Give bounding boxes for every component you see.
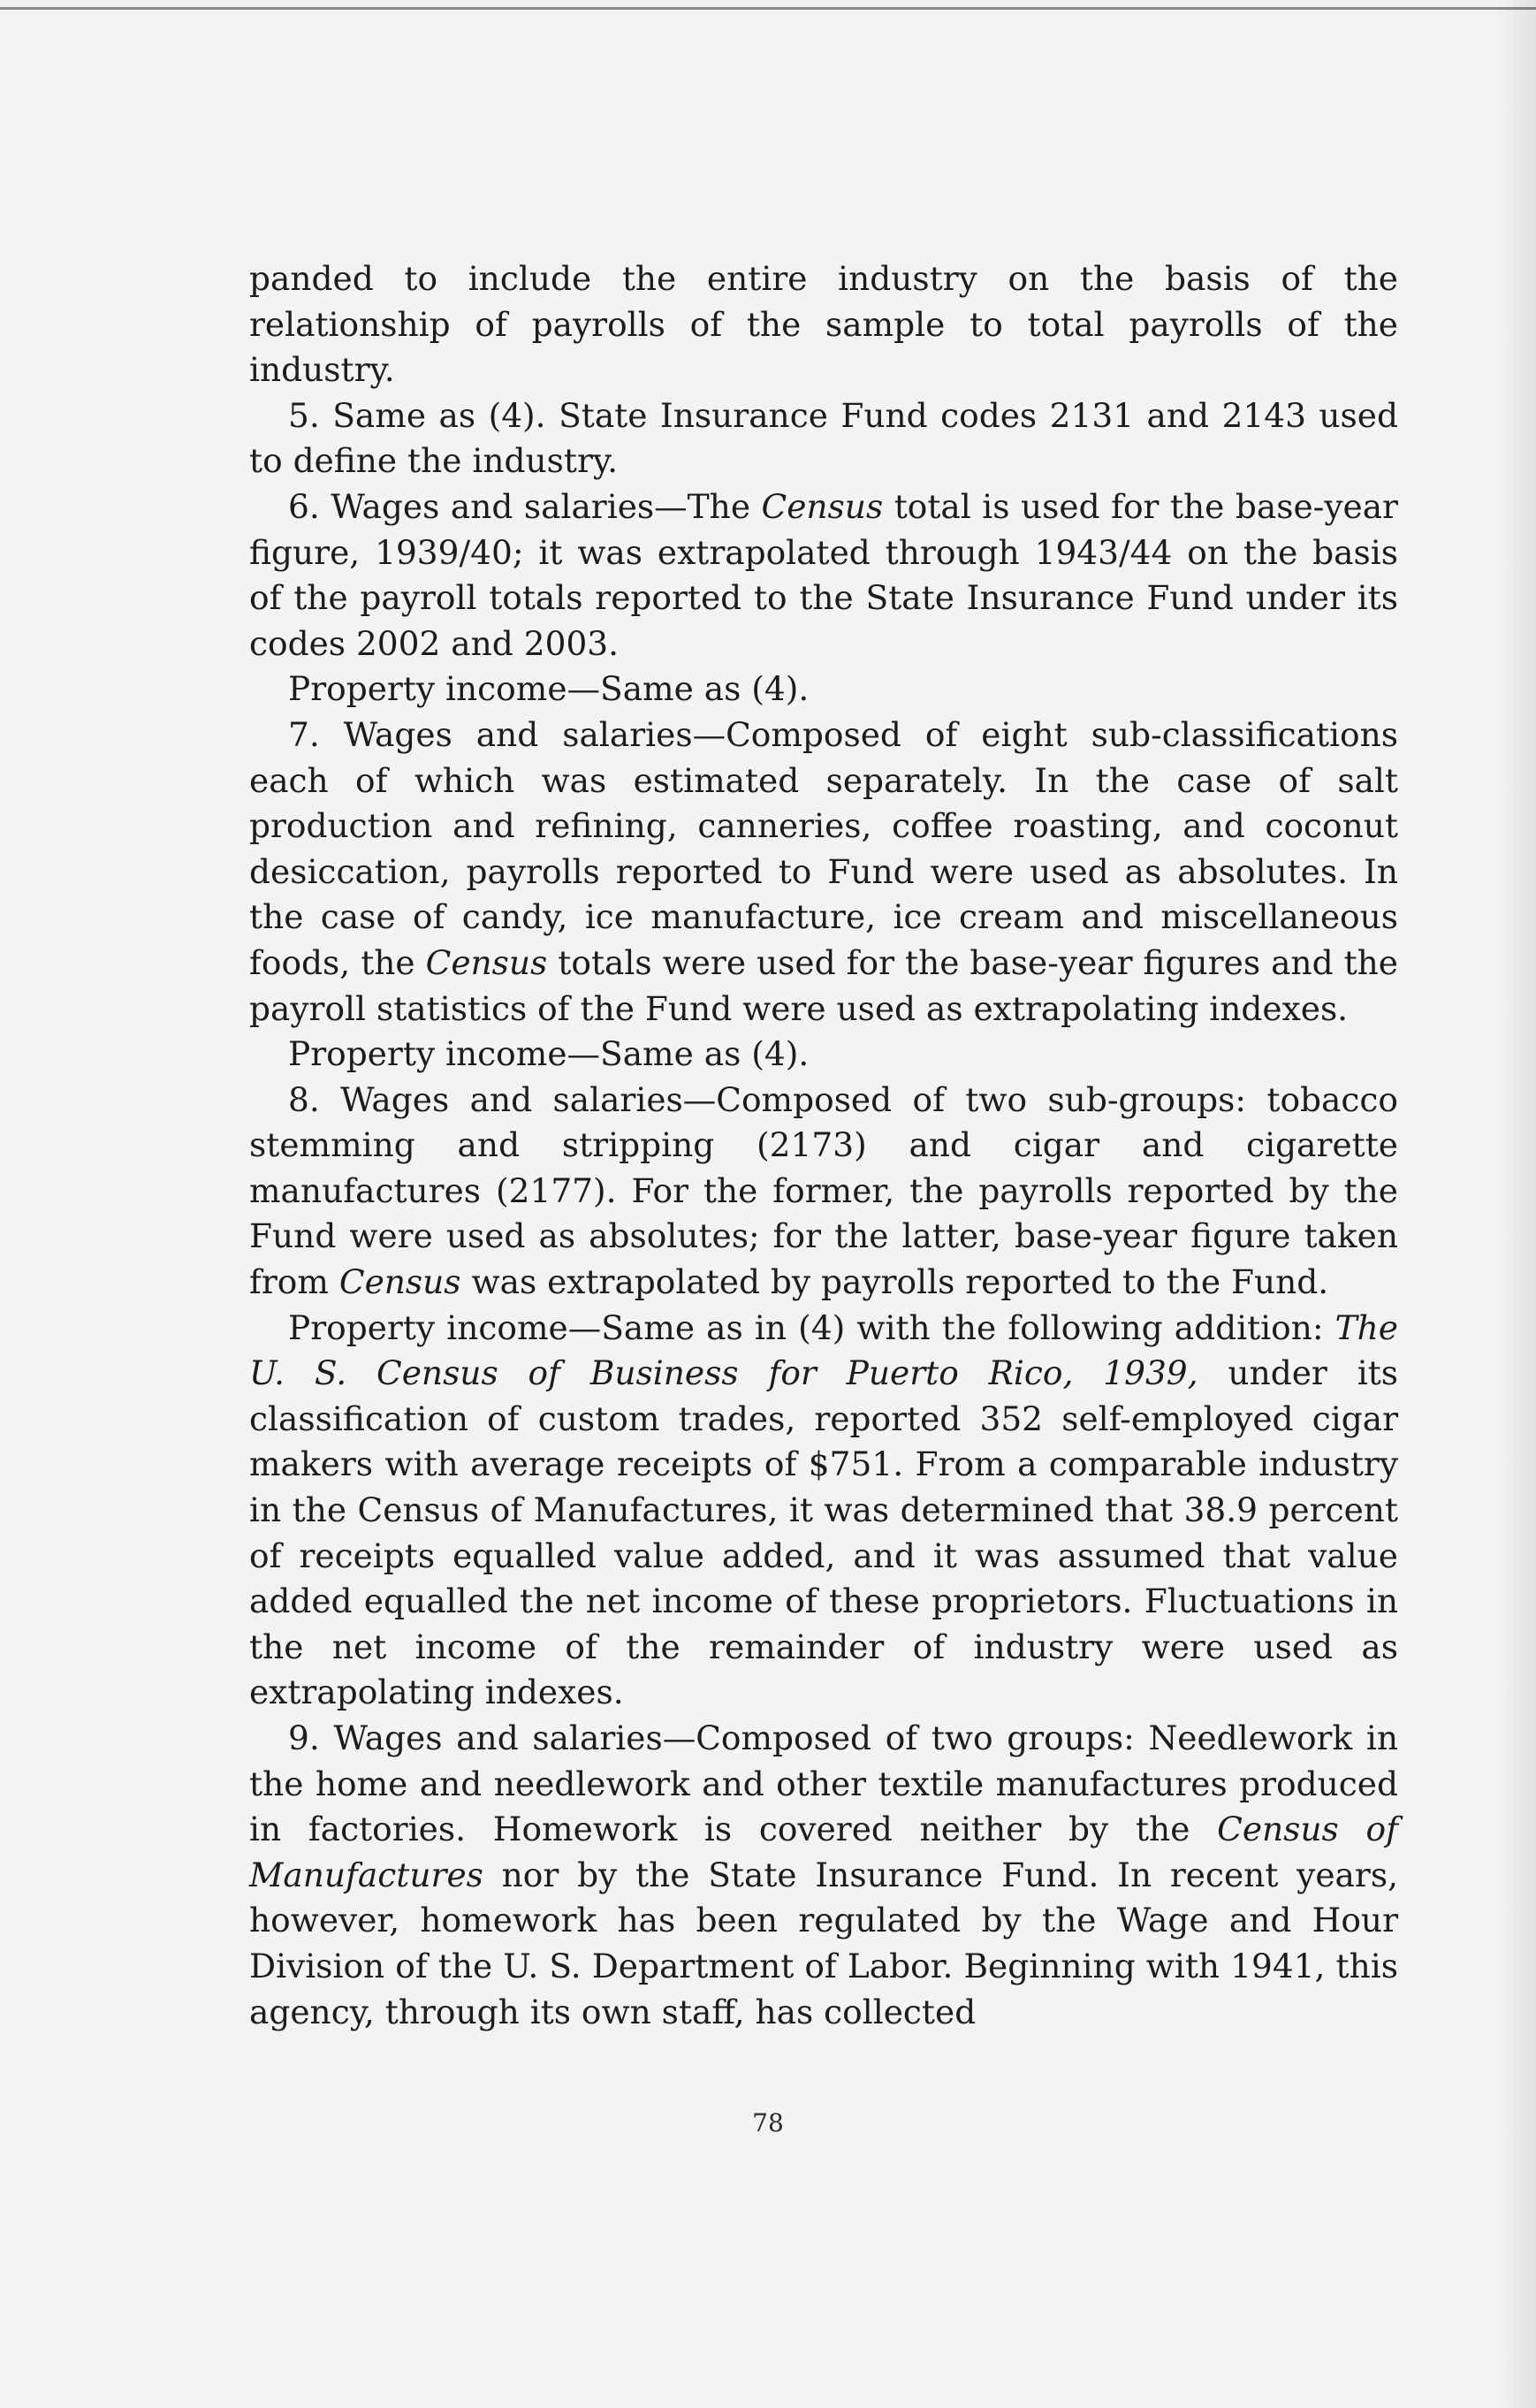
text-run: 9. Wages and salaries—Composed of two groups: Needlework in the home and needlework and other textile manufactures produced in factories. Homework is covered neither by the <box>249 1718 1398 1849</box>
text-run: under its classification of custom trades, reported 352 self-employed cigar makers with average receipts of $751. From a comparable industry in the Census of Manufactures, it was determined that 38.9 percent of receipts equalled value added, and it was assumed that value added equalled the net income of these proprietors. Fluctuations in the net income of the remainder of industry were used as extrapolating indexes. <box>249 1353 1399 1712</box>
text-run: total is used for the base-year figure, 1939/40; it was extrapolated through 1943/44 on the basis of the payroll totals reported to the State Insurance Fund under its codes 2002 and 2003. <box>249 486 1398 663</box>
text-run: nor by the State Insurance Fund. In recent years, however, homework has been regulated by the Wage and Hour Division of the U. S. Department of Labor. Beginning with 1941, this agency, through its own staff, has collected <box>249 1855 1398 2031</box>
paragraph <box>249 1306 1398 1716</box>
italic-title: Census <box>425 942 548 982</box>
page-edge-shadow <box>1494 0 1536 2408</box>
italic-title: Census <box>338 1262 461 1302</box>
italic-title: Census <box>761 486 884 526</box>
paragraph <box>249 667 1398 712</box>
page-top-edge <box>0 7 1536 10</box>
text-run: 6. Wages and salaries—The <box>288 486 762 526</box>
text-run: Property income—Same as in (4) with the following addition: <box>288 1307 1335 1347</box>
paragraph <box>249 1032 1398 1078</box>
text-run: 8. Wages and salaries—Composed of two sub-groups: tobacco stemming and stripping (2173) and cigar and cigarette manufactures (2177). For the former, the payrolls reported by the Fund were used as absolutes; for the latter, base-year figure taken from <box>249 1079 1398 1302</box>
paragraph <box>249 1078 1398 1306</box>
text-run: totals were used for the base-year figures and the payroll statistics of the Fund were used as extrapolating indexes. <box>249 942 1398 1028</box>
page-number: 78 <box>752 2108 784 2137</box>
italic-title: The U. S. Census of Business for Puerto Rico, 1939, <box>249 1307 1398 1393</box>
text-run: was extrapolated by payrolls reported to the Fund. <box>460 1262 1329 1302</box>
text-run: Property income—Same as (4). <box>288 1034 810 1074</box>
text-run: panded to include the entire industry on the basis of the relationship of payrolls of the sample to total payrolls of the industry. <box>249 259 1398 390</box>
paragraph <box>249 1716 1398 2035</box>
paragraph <box>249 393 1398 484</box>
paragraph <box>249 484 1398 667</box>
italic-title: Census of Manufactures <box>249 1810 1398 1894</box>
paragraph <box>249 256 1398 393</box>
text-run: 7. Wages and salaries—Composed of eight sub-classifications each of which was estimated separately. In the case of salt production and refining, canneries, coffee roasting, and coconut desiccation, payrolls reported to Fund were used as absolutes. In the case of candy, ice manufacture, ice cream and miscellaneous foods, the <box>249 714 1398 982</box>
text-run: 5. Same as (4). State Insurance Fund codes 2131 and 2143 used to define the industry. <box>249 395 1398 481</box>
body-text <box>249 256 1398 2035</box>
paragraph <box>249 712 1398 1032</box>
text-run: Property income—Same as (4). <box>288 669 810 709</box>
